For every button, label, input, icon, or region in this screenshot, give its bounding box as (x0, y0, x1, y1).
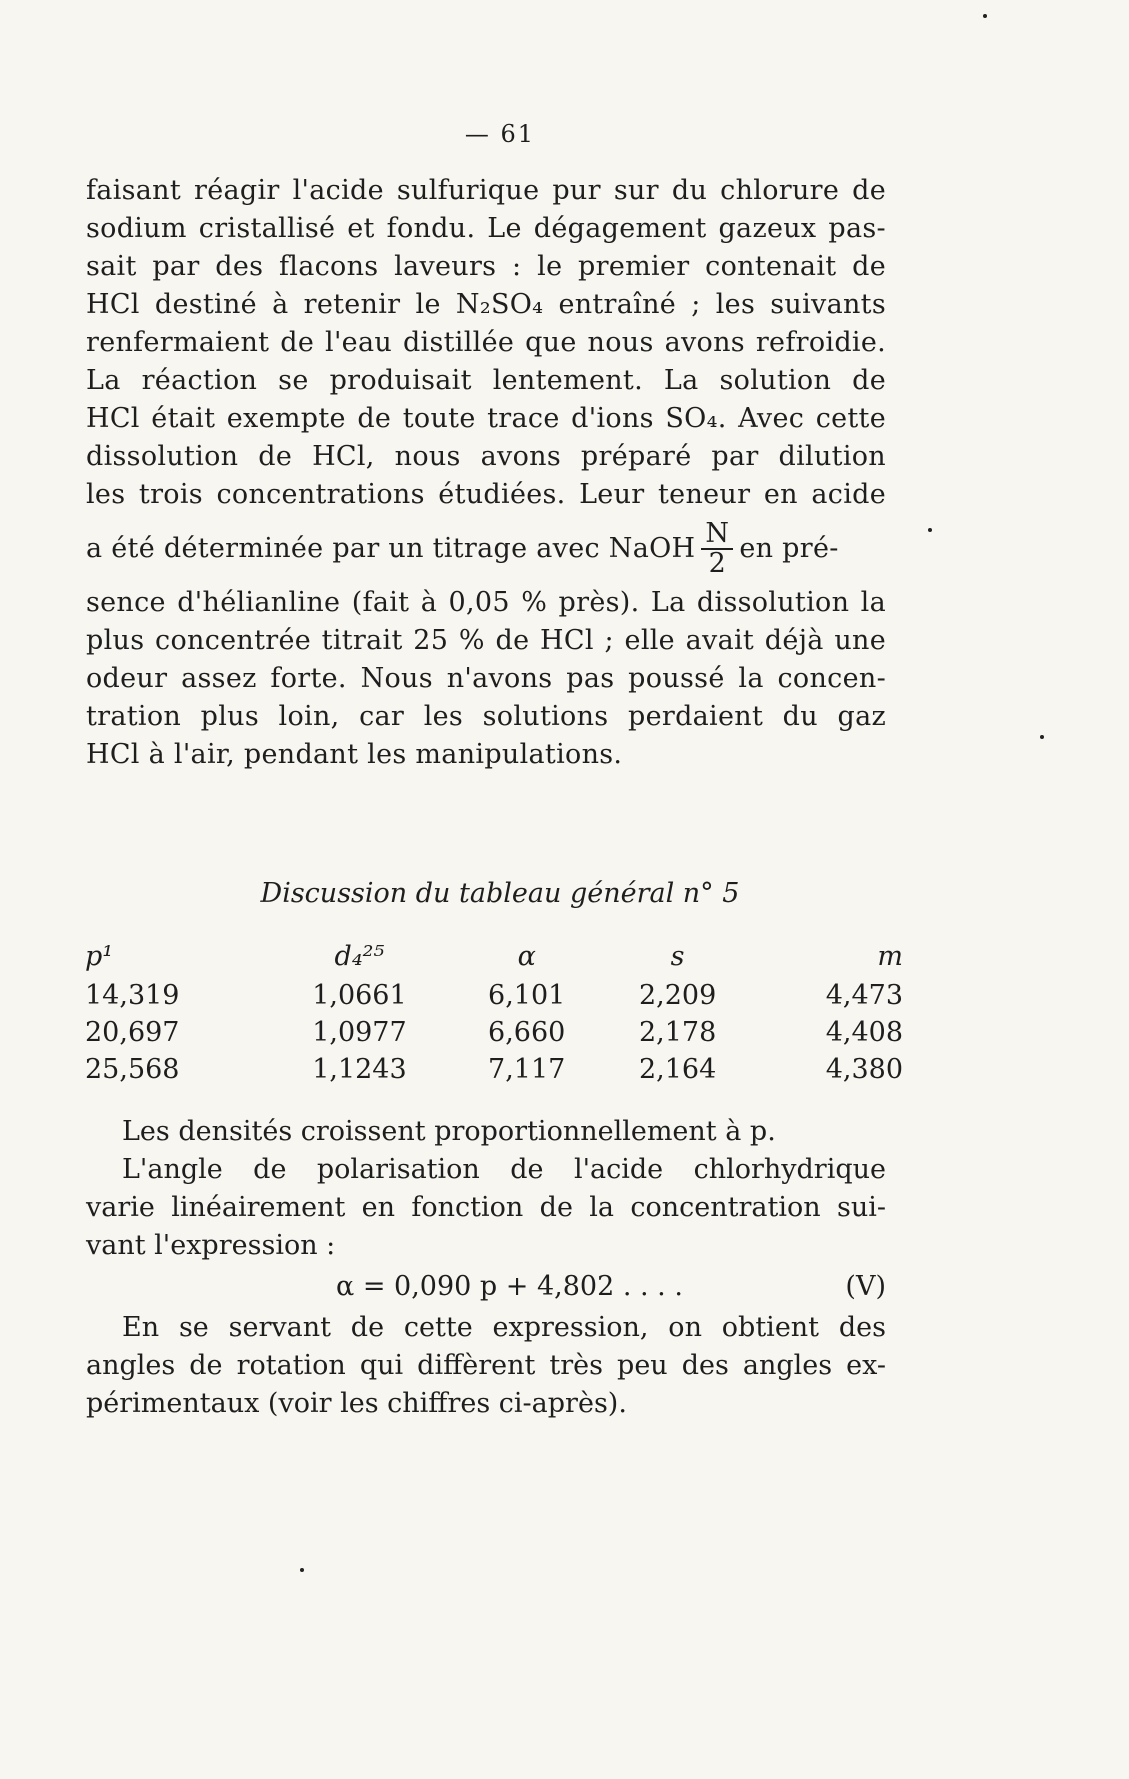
table-cell: 2,178 (638, 1017, 717, 1048)
text-line: HCl à l'air, pendant les manipulations. (86, 739, 623, 770)
fraction-numerator: N (701, 520, 733, 550)
equation-v (86, 1265, 886, 1309)
table-cell: 6,660 (488, 1017, 566, 1048)
data-table (84, 935, 904, 1088)
text-line: sence d'hélianline (fait à 0,05 % près). La dissolution la (86, 587, 886, 618)
table-row (84, 977, 904, 1014)
text-line: HCl était exempte de toute trace d'ions SO₄. Avec cette (86, 403, 886, 434)
scan-speck (300, 1568, 304, 1572)
text-line: La réaction se produisait lentement. La solution de (86, 365, 886, 396)
equation-expression: α = 0,090 p + 4,802 . . . . (336, 1271, 683, 1302)
text-line: vant l'expression : (86, 1230, 336, 1261)
titration-line (86, 514, 886, 584)
text-line: faisant réagir l'acide sulfurique pur sur du chlorure de (86, 175, 886, 206)
text-line: Les densités croissent proportionnellement à p. (122, 1116, 776, 1147)
table-cell: 1,0661 (312, 980, 407, 1011)
table-cell: 6,101 (488, 980, 566, 1011)
table-cell: 1,0977 (312, 1017, 407, 1048)
header-alpha: α (517, 940, 536, 972)
text-line: périmentaux (voir les chiffres ci-après). (86, 1388, 627, 1419)
equation-label: (V) (845, 1271, 886, 1302)
table-cell: 25,568 (85, 1054, 180, 1085)
header-density: d₄²⁵ (334, 940, 385, 972)
text-line: varie linéairement en fonction de la concentration sui- (86, 1192, 886, 1223)
header-m: m (877, 940, 903, 972)
table-cell: 4,380 (825, 1054, 903, 1085)
text-line: tration plus loin, car les solutions perdaient du gaz (86, 701, 886, 732)
text-line: les trois concentrations étudiées. Leur teneur en acide (86, 479, 886, 510)
text-line: angles de rotation qui diffèrent très peu des angles ex- (86, 1350, 886, 1381)
table-cell: 4,408 (825, 1017, 903, 1048)
text-line: dissolution de HCl, nous avons préparé par dilution (86, 441, 886, 472)
text-line: odeur assez forte. Nous n'avons pas poussé la concen- (86, 663, 886, 694)
table-cell: 2,209 (638, 980, 717, 1011)
scan-speck (928, 528, 932, 532)
text-line: sait par des flacons laveurs : le premier contenait de (86, 251, 886, 282)
header-s: s (670, 940, 685, 972)
text-line: sodium cristallisé et fondu. Le dégagement gazeux pas- (86, 213, 886, 244)
titration-text: a été déterminée par un titrage avec NaOH (86, 533, 696, 564)
table-cell: 4,473 (825, 980, 903, 1011)
fraction-denominator: 2 (708, 548, 727, 579)
body-text-top (86, 172, 886, 774)
text-line: En se servant de cette expression, on obtient des (122, 1312, 886, 1343)
table-title: Discussion du tableau général n° 5 (260, 878, 740, 909)
text-line: plus concentrée titrait 25 % de HCl ; elle avait déjà une (86, 625, 886, 656)
table-cell: 20,697 (85, 1017, 180, 1048)
header-p: p¹ (85, 940, 114, 972)
table-cell: 14,319 (85, 980, 180, 1011)
page-number: — 61 (464, 120, 536, 148)
table-cell: 2,164 (638, 1054, 717, 1085)
normality-fraction (701, 520, 733, 578)
table-cell: 1,1243 (312, 1054, 407, 1085)
titration-text-end: en pré- (739, 533, 839, 564)
scan-speck (1040, 735, 1044, 739)
table-row (84, 1014, 904, 1051)
table-cell: 7,117 (488, 1054, 566, 1085)
table-header-row (84, 935, 904, 977)
body-text-bottom (86, 1113, 886, 1423)
table-row (84, 1051, 904, 1088)
text-line: L'angle de polarisation de l'acide chlorhydrique (122, 1154, 886, 1185)
text-line: HCl destiné à retenir le N₂SO₄ entraîné ; les suivants (86, 289, 886, 320)
text-line: renfermaient de l'eau distillée que nous avons refroidie. (86, 327, 886, 358)
scan-speck (983, 14, 987, 18)
